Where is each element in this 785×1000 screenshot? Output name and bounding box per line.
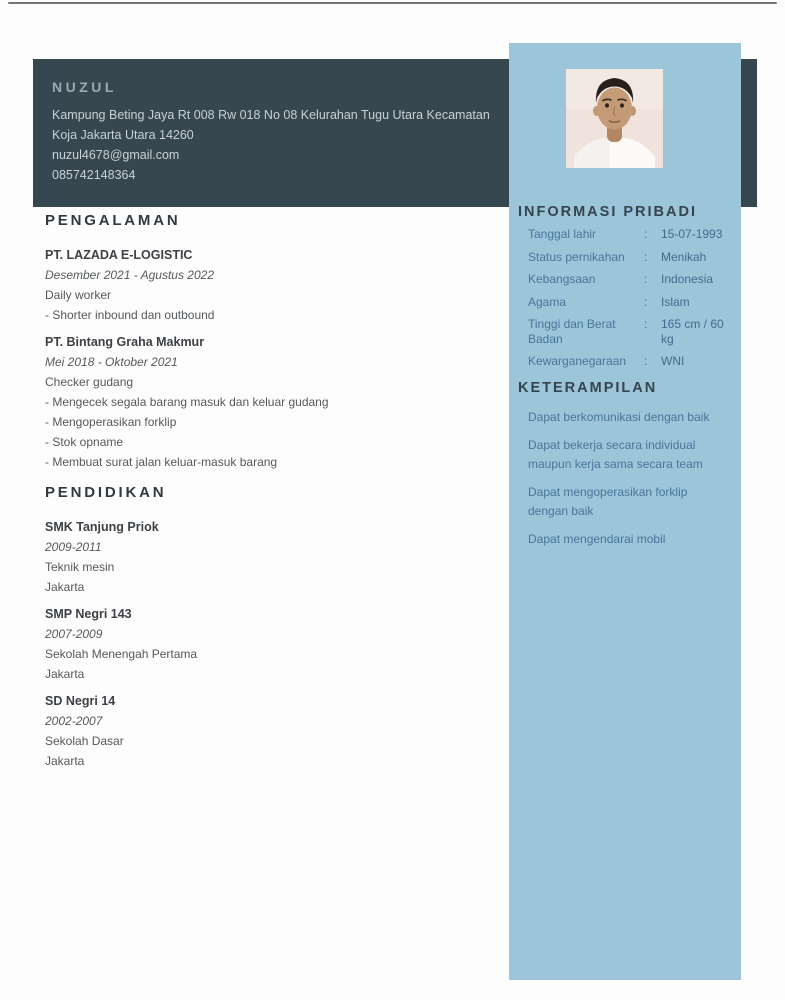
info-label: Status pernikahan [528,249,625,264]
email-text: nuzul4678@gmail.com [52,148,180,162]
experience-heading: PENGALAMAN [45,212,181,229]
info-label: Kebangsaan [528,272,596,286]
school-name: SMK Tanjung Priok [45,520,159,534]
main-column [45,212,500,778]
colon: : [644,249,648,264]
job-period: Desember 2021 - Agustus 2022 [45,268,214,282]
job-role: Checker gudang [45,375,134,389]
company-name: PT. LAZADA E-LOGISTIC [45,248,193,262]
school-period: 2009-2011 [45,540,102,554]
job-entry [45,332,500,472]
skill-item: Dapat berkomunikasi dengan baik [528,409,710,424]
colon: : [644,317,648,331]
school-major: Sekolah Dasar [45,734,124,748]
school-city: Jakarta [45,754,85,768]
colon: : [644,272,648,286]
info-label: Tanggal lahir [528,227,597,241]
personal-info-heading: INFORMASI PRIBADI [518,204,697,220]
address-line-2: Koja Jakarta Utara 14260 [52,128,194,142]
page-top-edge-line [8,2,777,4]
skill-item: Dapat mengendarai mobil [528,531,666,546]
personal-info-list [528,227,733,369]
school-city: Jakarta [45,580,85,594]
company-name: PT. Bintang Graha Makmur [45,335,205,349]
skills-list [528,408,729,549]
education-entry [45,691,500,771]
school-city: Jakarta [45,667,85,681]
job-period: Mei 2018 - Oktober 2021 [45,355,178,369]
info-label: Tinggi dan Berat Badan [528,317,616,346]
skills-heading: KETERAMPILAN [518,379,658,396]
job-bullet: - Stok opname [45,435,124,449]
profile-photo [566,69,663,168]
education-heading: PENDIDIKAN [45,484,167,501]
info-value: Islam [661,294,690,309]
sidebar-panel [509,43,741,980]
info-value: WNI [661,354,685,368]
school-name: SD Negri 14 [45,694,116,708]
phone-text: 085742148364 [52,168,136,182]
school-period: 2002-2007 [45,714,103,728]
education-entry [45,517,500,597]
info-value: 15-07-1993 [661,227,723,241]
avatar-illustration [566,69,663,168]
job-bullet: - Membuat surat jalan keluar-masuk barang [45,455,278,469]
education-entry [45,604,500,684]
person-name: NUZUL [52,79,117,95]
address-line-1: Kampung Beting Jaya Rt 008 Rw 018 No 08 Kelurahan Tugu Utara Kecamatan [52,108,490,122]
school-name: SMP Negri 143 [45,607,132,621]
skill-item: Dapat bekerja secara individual maupun kerja sama secara team [528,437,703,471]
info-value: 165 cm / 60 kg [661,317,724,346]
info-value: Indonesia [661,272,714,286]
colon: : [644,294,648,309]
job-role: Daily worker [45,288,112,302]
info-label: Agama [528,294,567,309]
school-major: Teknik mesin [45,560,115,574]
info-value: Menikah [661,249,707,264]
job-bullet: - Shorter inbound dan outbound [45,308,215,322]
colon: : [644,227,648,241]
job-entry [45,245,500,325]
skill-item: Dapat mengoperasikan forklip dengan baik [528,484,688,518]
colon: : [644,354,648,368]
info-label: Kewarganegaraan [528,354,627,368]
job-bullet: - Mengecek segala barang masuk dan keluar gudang [45,395,329,409]
school-major: Sekolah Menengah Pertama [45,647,198,661]
job-bullet: - Mengoperasikan forklip [45,415,177,429]
school-period: 2007-2009 [45,627,103,641]
